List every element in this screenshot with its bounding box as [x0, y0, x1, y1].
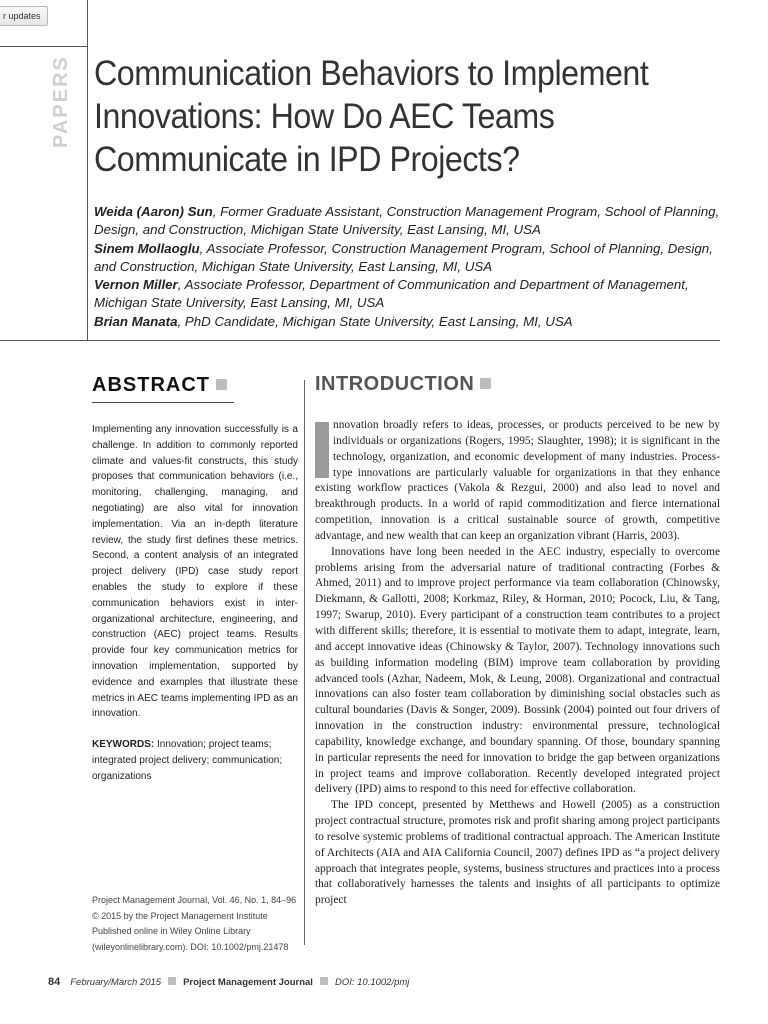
square-bullet-icon [168, 977, 176, 985]
paragraph: nnovation broadly refers to ideas, processes, or products perceived to be new by individuals or organizations (Rogers, 1995; Slaughter, 1998); it is significant in the technology, organization, and economic development of many industries. Process-type innovations are particularly valuable for organizations in that they enhance existing workflow practices (Vakola & Rezgui, 2000) and also lead to novel and breakthrough products. In a world of rapid commoditization and fierce international competition, innovation is a critical sustainable source of growth, competitive advantage, and new wealth that can keep an organization vibrant (Harris, 2003). [315, 419, 720, 542]
author-affiliation: , Former Graduate Assistant, Construction Management Program, School of Planning, Design, and Construction, Michigan State University, East Lansing, MI, USA [94, 204, 720, 238]
introduction-body [315, 418, 720, 909]
square-bullet-icon [480, 378, 491, 389]
keywords-label: KEYWORDS: [92, 739, 155, 750]
author-affiliation: , Associate Professor, Construction Management Program, School of Planning, Design, and Construction, Michigan State University, East Lansing, MI, USA [94, 240, 713, 274]
check-for-updates-button[interactable]: r updates [0, 6, 48, 26]
citation-line: Project Management Journal, Vol. 46, No. 1, 84–96 [92, 895, 297, 905]
author-affiliation: , PhD Candidate, Michigan State University, East Lansing, MI, USA [177, 313, 573, 329]
citation-line: (wileyonlinelibrary.com). DOI: 10.1002/pmj.21478 [92, 941, 289, 952]
abstract-heading-rule [92, 402, 234, 403]
author-name: Weida (Aaron) Sun [94, 204, 213, 219]
margin-rule [87, 0, 88, 340]
introduction-heading: INTRODUCTION [315, 373, 491, 396]
page-footer [48, 976, 648, 988]
author-name: Vernon Miller [94, 277, 178, 293]
author-entry [94, 203, 724, 240]
doi: DOI: 10.1002/pmj [334, 977, 410, 988]
section-tag: PAPERS [50, 55, 72, 148]
abstract-text: Implementing any innovation successfully is a challenge. In addition to commonly reported climate and values-fit constructs, this study proposes that communication behaviors (i.e., monitoring, challenging, managing, and negotiating) are also vital for innovation implementation. Via an in-depth literature review, the study first defines these metrics. Second, a content analysis of an integrated project delivery (IPD) case study report enables the study to explore if these communication behaviors exist in inter-organizational architecture, engineering, and construction (AEC) project teams. Results provide four key communication metrics for innovation implementation, supported by evidence and examples that illustrate these metrics in AEC teams implementing IPD as an innovation. [92, 424, 298, 720]
journal-name: Project Management Journal [183, 977, 313, 988]
author-entry [94, 276, 724, 313]
header-divider [0, 46, 88, 47]
author-affiliation: , Associate Professor, Department of Communication and Department of Management, Michigan State University, East Lansing, MI, USA [94, 277, 689, 311]
citation-line: © 2015 by the Project Management Institute [92, 910, 268, 921]
square-bullet-icon [216, 379, 227, 390]
drop-cap-i-icon [315, 422, 329, 478]
section-divider [0, 340, 720, 341]
page-number: 84 [48, 976, 61, 988]
paragraph: Innovations have long been needed in the AEC industry, especially to overcome problems arising from the adversarial nature of traditional contracting (Forbes & Ahmed, 2011) and to improve project performance via team collaboration (Chinowsky, Diekmann, & Gallotti, 2008; Korkmaz, Riley, & Horman, 2010; Pocock, Liu, & Tang, 1997; Swarup, 2010). Every participant of a construction team contributes to a project with different skills; therefore, it is essential to motivate them to adapt, integrate, learn, and accept innovative ideas (Chinowsky & Taylor, 2007). Technology innovations such as building information modeling (BIM) improve team collaboration by providing advanced tools (Azhar, Nadeem, Mok, & Leung, 2008). Organizational and contractual innovations can also foster team collaboration by diminishing social obstacles such as cultural boundaries (Davis & Songer, 2009). Bossink (2004) pointed out four drivers of innovation in the construction industry: environmental pressure, technological capability, knowledge exchange, and boundary spanning. Of those, boundary spanning in particular represents the need for innovation to bridge the gap between organizations in project teams and improve collaboration. Recently developed integrated project delivery (IPD) aims to respond to this need for effective collaboration. [315, 545, 720, 796]
author-list [94, 203, 724, 331]
keywords-list: Innovation; project teams; integrated project delivery; communication; organizations [92, 739, 283, 782]
abstract-heading: ABSTRACT [92, 374, 227, 397]
issue-date: February/March 2015 [70, 977, 162, 988]
article-title: Communication Behaviors to Implement Innovations: How Do AEC Teams Communicate in IPD Projects? [94, 54, 649, 179]
keywords [92, 737, 292, 784]
column-separator [304, 380, 305, 945]
author-entry [94, 240, 724, 277]
author-name: Sinem Mollaoglu [94, 240, 200, 256]
citation-line: Published online in Wiley Online Library [92, 926, 251, 936]
square-bullet-icon [320, 977, 328, 985]
paragraph: The IPD concept, presented by Metthews and Howell (2005) as a construction project contractual structure, promotes risk and profit sharing among project participants to resolve systemic problems of traditional contractual approach. The American Institute of Architects (AIA and AIA California Council, 2007) defines IPD as “a project delivery approach that integrates people, systems, business structures and practices into a process that collaboratively harnesses the talents and insights of all participants to optimize project [315, 799, 720, 907]
citation-block [92, 893, 307, 955]
author-entry [94, 313, 724, 331]
author-name: Brian Manata [94, 313, 178, 329]
